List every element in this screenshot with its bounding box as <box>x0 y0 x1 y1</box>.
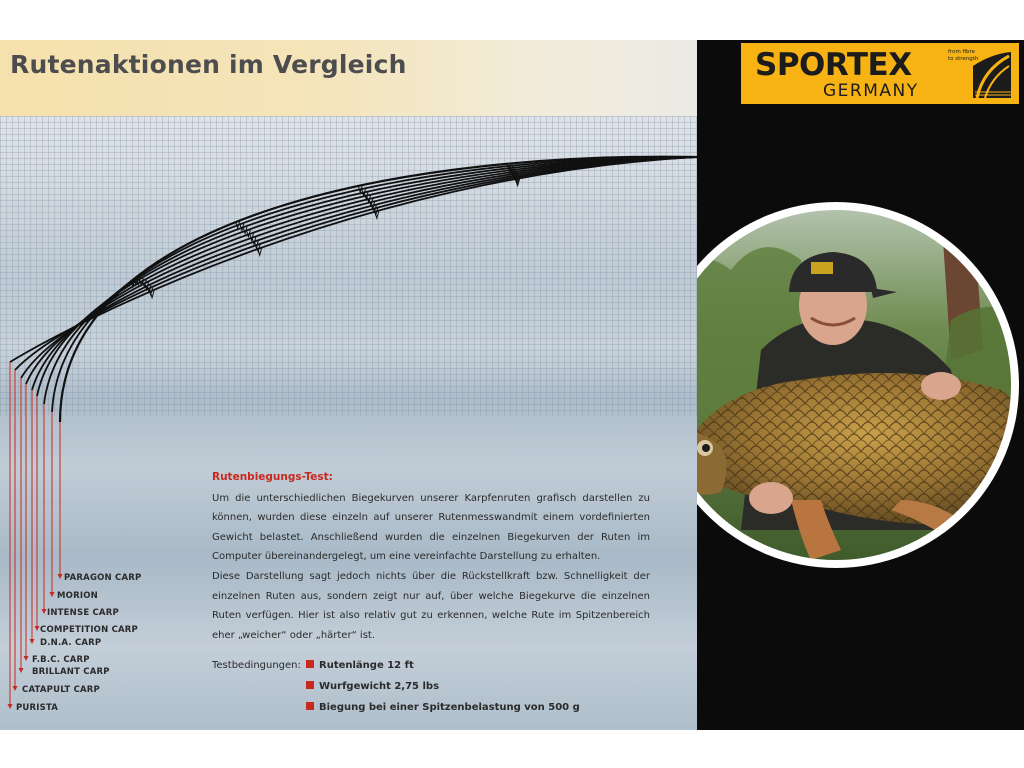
drop-arrow-icon <box>24 656 29 661</box>
rod-label: PURISTA <box>16 703 59 713</box>
bullet-square-icon <box>306 660 314 668</box>
drop-arrow-icon <box>42 609 47 614</box>
drop-arrow-icon <box>13 686 18 691</box>
rod-label: CATAPULT CARP <box>22 685 100 695</box>
test-paragraph-1: Um die unterschiedlichen Biegekurven unserer Karpfenruten grafisch darstellen zu können, wurden diese einzeln auf unserer Rutenmesswandmit einem vordefinierten Gewicht belastet. Anschließend wurden die einzelnen Biegekurven der Ruten im Computer übereinandergelegt, um eine vereinfachte Darstellung zu erhalten. <box>212 492 650 563</box>
rod-guide-ring <box>258 248 262 255</box>
condition-text: Biegung bei einer Spitzenbelastung von 500 g <box>319 702 580 713</box>
rod-bend-emblem-icon <box>969 48 1015 100</box>
conditions-label: Testbedingungen: <box>212 660 301 671</box>
drop-arrow-icon <box>19 668 24 673</box>
rod-label: BRILLANT CARP <box>32 667 110 677</box>
rod-label: D.N.A. CARP <box>40 638 102 648</box>
rod-curve <box>15 157 697 370</box>
logo-brand: SPORTEX <box>755 47 912 83</box>
rod-label: PARAGON CARP <box>64 573 142 583</box>
condition-text: Rutenlänge 12 ft <box>319 660 414 671</box>
rod-label: COMPETITION CARP <box>40 625 138 635</box>
test-paragraph-2: Diese Darstellung sagt jedoch nichts über die Rückstellkraft bzw. Schnelligkeit der einzelnen Ruten aus, sondern zeigt nur auf, über welche Biegekurve die einzelnen Ruten verfügen. Hier ist also relativ gut zu erkennen, welche Rute im Spitzenbereich eher „weicher“ oder „härter“ ist. <box>212 570 650 641</box>
logo-sub: GERMANY <box>823 81 919 101</box>
logo-tagline-line: to strength <box>948 56 979 62</box>
condition-item <box>306 660 414 671</box>
rod-label: MORION <box>57 591 98 601</box>
brand-panel <box>697 40 1024 730</box>
rod-label: F.B.C. CARP <box>32 655 90 665</box>
drop-arrow-icon <box>35 626 40 631</box>
test-description <box>212 468 650 645</box>
drop-arrow-icon <box>30 639 35 644</box>
rod-curve <box>26 157 697 384</box>
drop-arrow-icon <box>8 704 13 709</box>
rod-guide-ring <box>150 291 154 298</box>
test-heading: Rutenbiegungs-Test: <box>212 471 333 483</box>
rod-comparison-panel <box>0 40 697 730</box>
bullet-square-icon <box>306 681 314 689</box>
angler-carp-photo <box>697 200 1021 570</box>
bullet-square-icon <box>306 702 314 710</box>
sportex-logo <box>741 43 1019 104</box>
brochure-page <box>0 40 1024 730</box>
drop-arrow-icon <box>58 574 63 579</box>
condition-item <box>306 702 580 713</box>
condition-item <box>306 681 439 692</box>
page-title: Rutenaktionen im Vergleich <box>10 50 407 79</box>
rod-label: INTENSE CARP <box>47 608 119 618</box>
condition-text: Wurfgewicht 2,75 lbs <box>319 681 440 692</box>
logo-tagline-line: from fibre <box>948 49 976 55</box>
drop-arrow-icon <box>50 592 55 597</box>
